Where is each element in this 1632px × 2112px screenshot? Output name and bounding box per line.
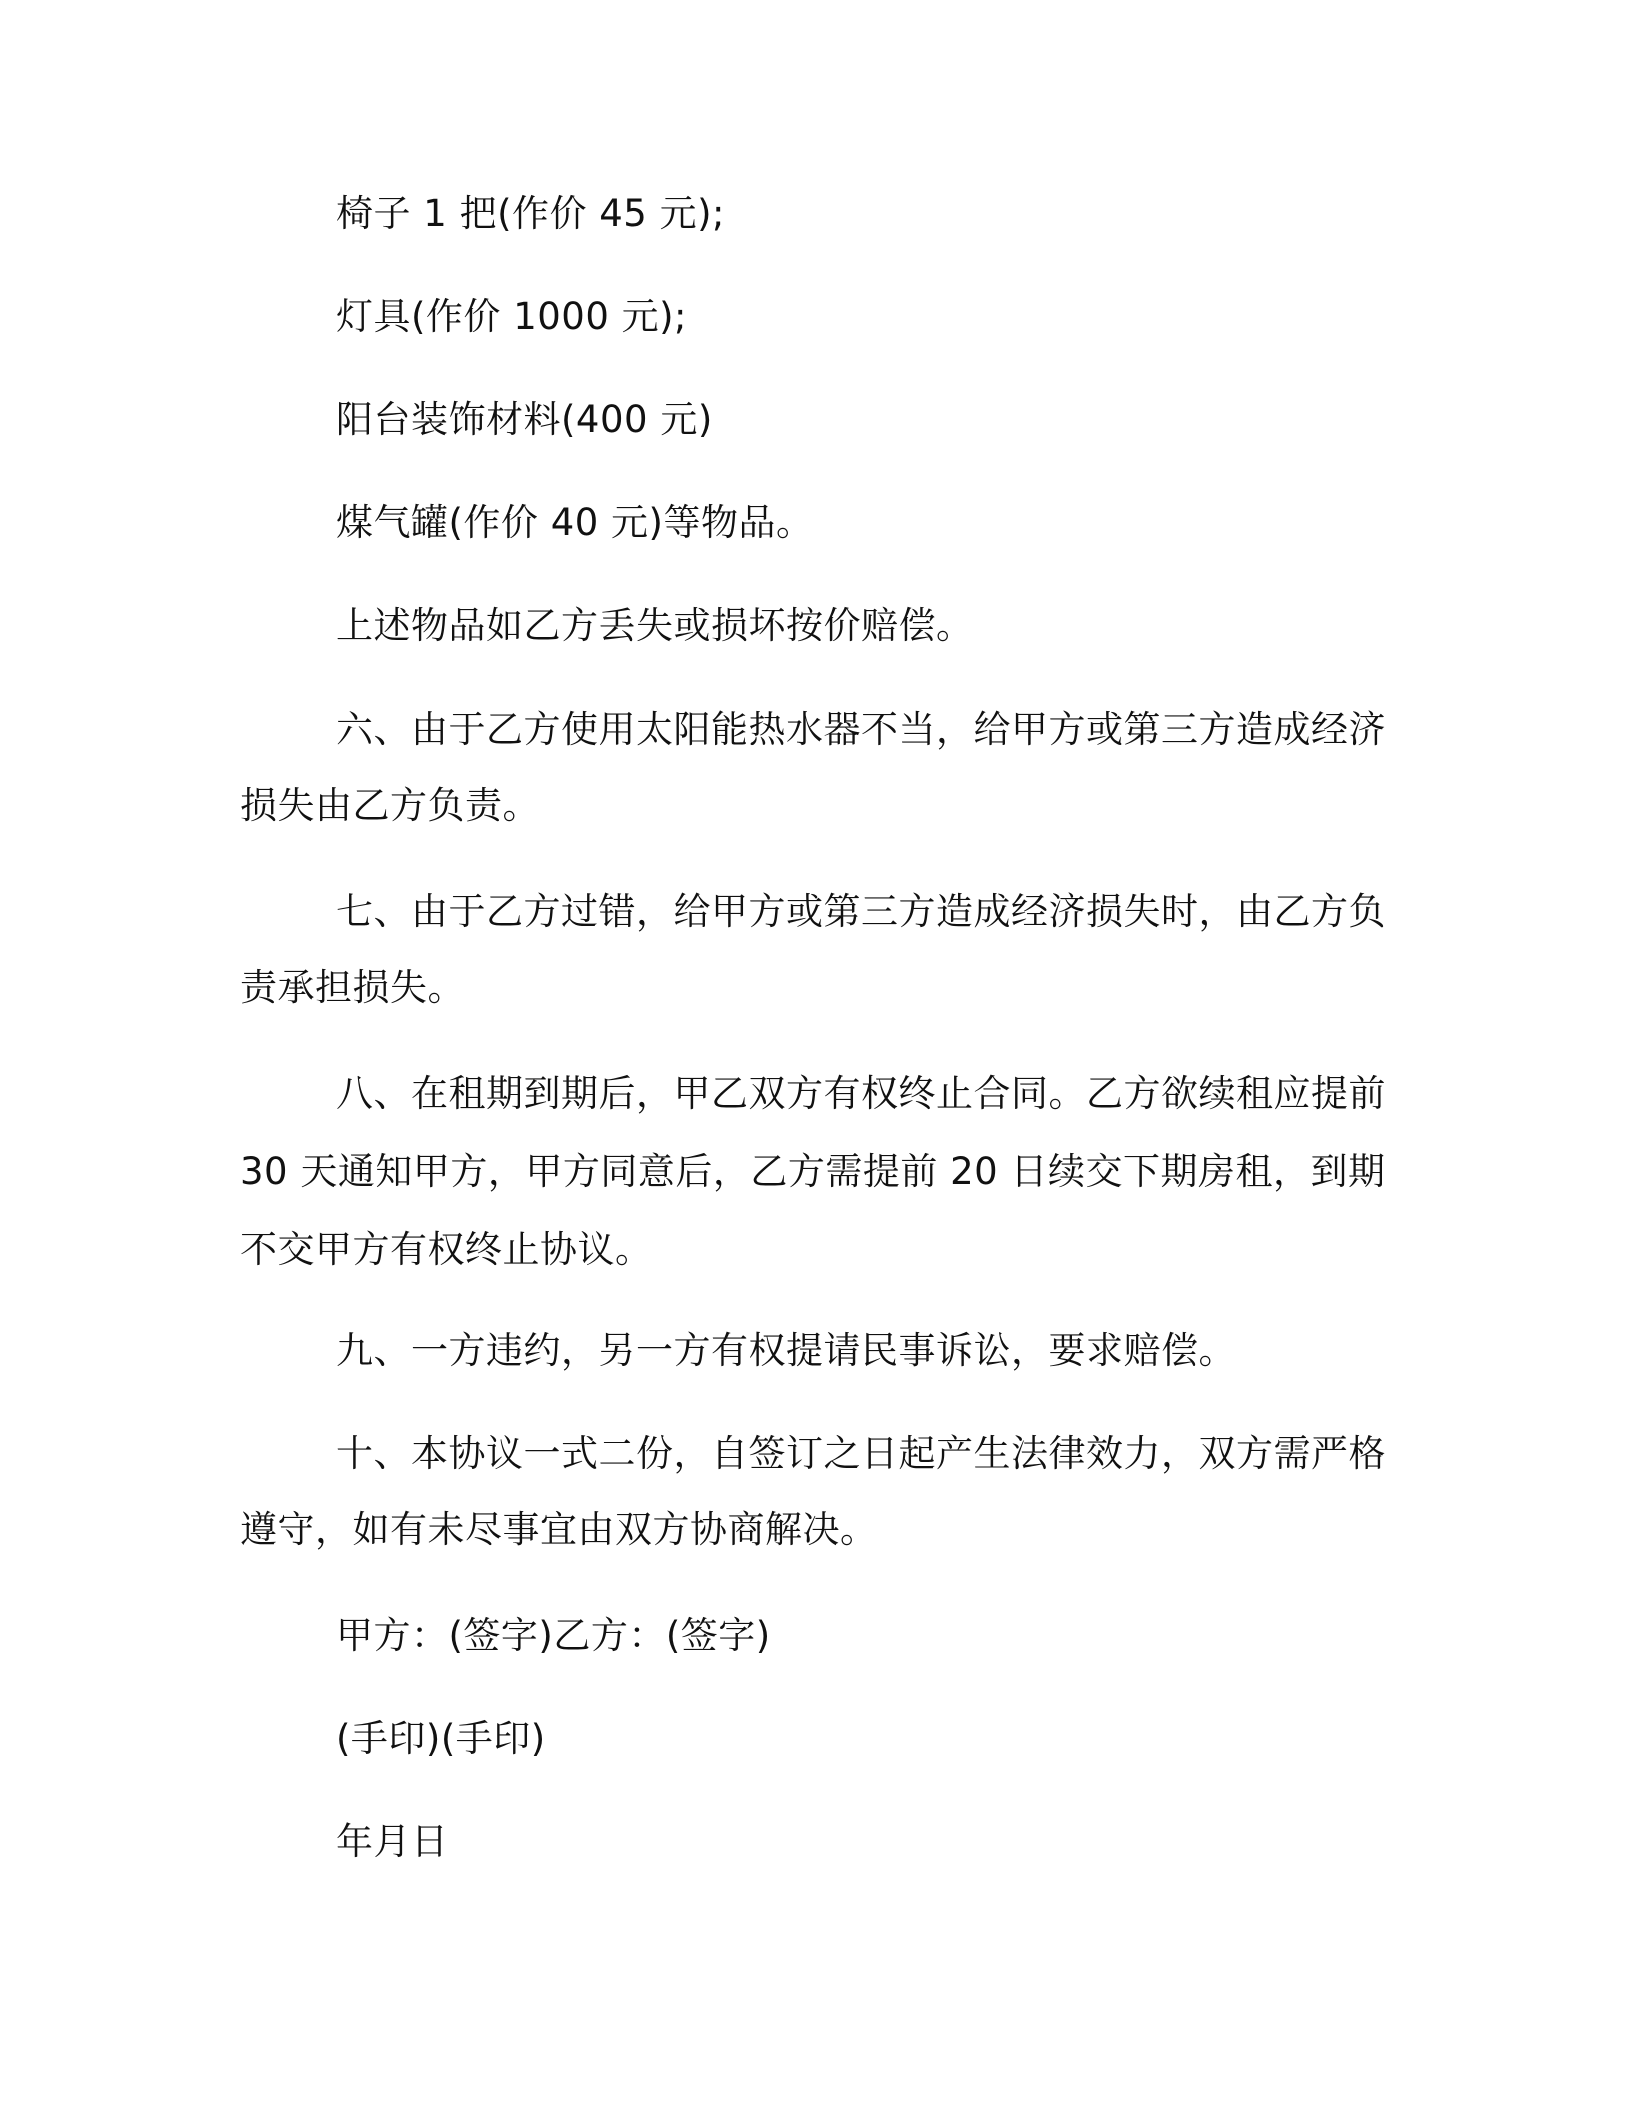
item-chair — [240, 175, 1375, 253]
clause-8-line-2: 30 天通知甲方，甲方同意后，乙方需提前 20 日续交下期房租，到期 — [240, 1150, 1386, 1193]
item-gas-tank — [240, 484, 1375, 562]
items-compensation-note — [240, 587, 1375, 665]
item-lamp — [240, 278, 1375, 356]
clause-6 — [240, 691, 1386, 845]
clause-7-line-2: 责承担损失。 — [240, 966, 465, 1009]
item-balcony-material — [240, 381, 1375, 459]
clause-6-line-2: 损失由乙方负责。 — [240, 784, 540, 827]
signature-parties — [240, 1597, 1375, 1675]
item-gas-tank-text: 煤气罐(作价 40 元)等物品。 — [336, 501, 814, 544]
signature-date — [240, 1803, 1375, 1881]
clause-10-line-2: 遵守，如有未尽事宜由双方协商解决。 — [240, 1508, 878, 1551]
clause-9-text: 九、一方违约，另一方有权提请民事诉讼，要求赔偿。 — [336, 1329, 1236, 1372]
item-balcony-material-text: 阳台装饰材料(400 元) — [336, 398, 713, 441]
clause-7 — [240, 873, 1386, 1027]
item-chair-text: 椅子 1 把(作价 45 元); — [336, 192, 726, 235]
clause-8 — [240, 1055, 1386, 1289]
clause-9 — [240, 1312, 1375, 1390]
clause-10-line-1: 十、本协议一式二份，自签订之日起产生法律效力，双方需严格 — [336, 1432, 1386, 1475]
clause-6-line-1: 六、由于乙方使用太阳能热水器不当，给甲方或第三方造成经济 — [336, 708, 1386, 751]
signature-parties-text: 甲方：(签字)乙方：(签字) — [336, 1614, 771, 1657]
clause-10 — [240, 1415, 1386, 1569]
items-compensation-note-text: 上述物品如乙方丢失或损坏按价赔偿。 — [336, 604, 974, 647]
clause-8-line-1: 八、在租期到期后，甲乙双方有权终止合同。乙方欲续租应提前 — [336, 1072, 1386, 1115]
signature-handprint — [240, 1700, 1375, 1778]
clause-7-line-1: 七、由于乙方过错，给甲方或第三方造成经济损失时，由乙方负 — [336, 890, 1386, 933]
clause-8-line-3: 不交甲方有权终止协议。 — [240, 1228, 653, 1271]
signature-date-text: 年月日 — [336, 1820, 449, 1863]
signature-handprint-text: (手印)(手印) — [336, 1717, 546, 1760]
item-lamp-text: 灯具(作价 1000 元); — [336, 295, 688, 338]
